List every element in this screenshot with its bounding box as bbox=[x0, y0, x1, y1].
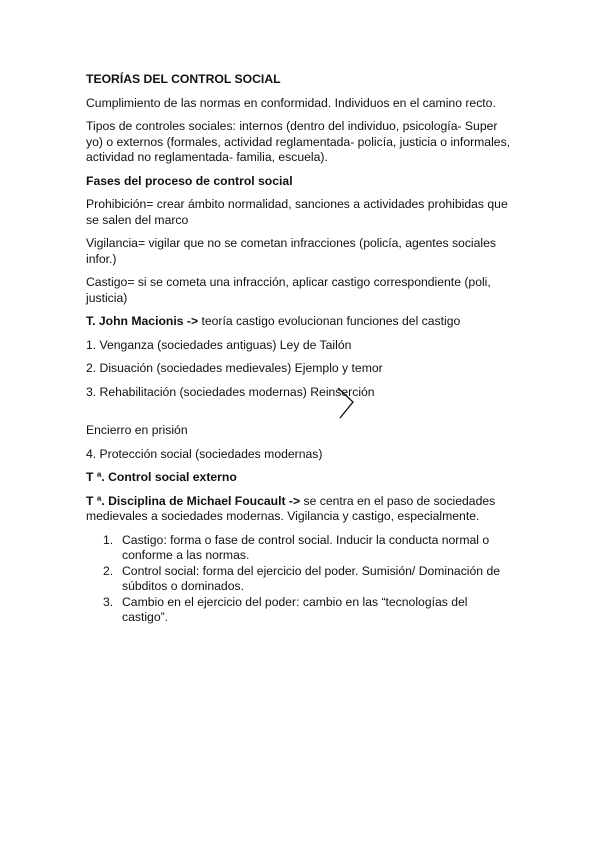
spacer bbox=[86, 408, 516, 423]
macionis-text: teoría castigo evolucionan funciones del castigo bbox=[198, 314, 461, 328]
document-page bbox=[86, 72, 516, 626]
macionis-label: T. John Macionis -> bbox=[86, 314, 199, 328]
list-item: 1. Castigo: forma o fase de control social. Inducir la conducta normal o conforme a las normas. bbox=[103, 532, 490, 562]
heading-fases: Fases del proceso de control social bbox=[86, 173, 293, 188]
paragraph-cumplimiento: Cumplimiento de las normas en conformidad. Individuos en el camino recto. bbox=[86, 95, 496, 110]
paragraph-encierro: Encierro en prisión bbox=[86, 423, 188, 437]
list-item: 3. Cambio en el ejercicio del poder: cambio en las “tecnologías del castigo”. bbox=[103, 594, 468, 624]
heading-control-externo: T ª. Control social externo bbox=[86, 470, 237, 484]
paragraph-castigo: Castigo= si se cometa una infracción, aplicar castigo correspondiente (poli, justicia) bbox=[86, 275, 491, 305]
foucault-label: T ª. Disciplina de Michael Foucault -> bbox=[86, 493, 301, 508]
item-proteccion: 4. Protección social (sociedades modernas) bbox=[86, 446, 323, 461]
list-item: 2. Control social: forma del ejercicio del poder. Sumisión/ Dominación de súbditos o dominados. bbox=[103, 563, 500, 593]
paragraph-foucault bbox=[86, 494, 516, 525]
foucault-list bbox=[86, 533, 516, 626]
document-title: TEORÍAS DEL CONTROL SOCIAL bbox=[86, 72, 281, 86]
paragraph-macionis bbox=[86, 314, 516, 330]
insertion-caret-icon bbox=[336, 386, 358, 422]
paragraph-prohibicion: Prohibición= crear ámbito normalidad, sanciones a actividades prohibidas que se salen del marco bbox=[86, 197, 508, 227]
item-disuacion: 2. Disuación (sociedades medievales) Ejemplo y temor bbox=[86, 361, 383, 375]
item-venganza: 1. Venganza (sociedades antiguas) Ley de Tailón bbox=[86, 337, 352, 352]
paragraph-tipos: Tipos de controles sociales: internos (dentro del individuo, psicología- Super yo) o externos (formales, actividad reglamentada- policía, justicia o informales, actividad no reglamentada- familia, escuela). bbox=[86, 119, 511, 164]
item-rehabilitacion: 3. Rehabilitación (sociedades modernas) Reinserción bbox=[86, 384, 375, 399]
foucault-text: se centra en el paso de sociedades medievales a sociedades modernas. Vigilancia y castigo, especialmente. bbox=[86, 493, 496, 523]
paragraph-vigilancia: Vigilancia= vigilar que no se cometan infracciones (policía, agentes sociales infor.) bbox=[86, 236, 496, 266]
